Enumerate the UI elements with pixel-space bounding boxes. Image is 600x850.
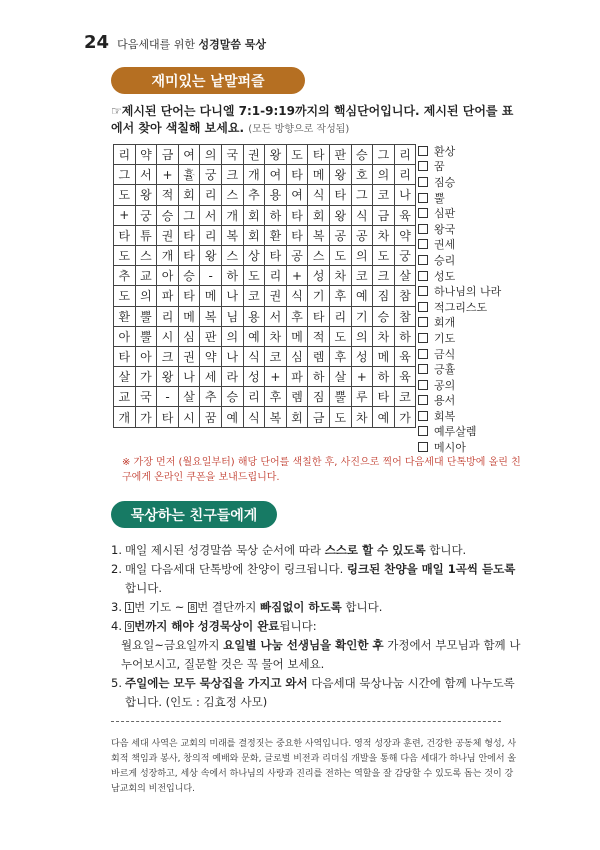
grid-cell[interactable]: 타 xyxy=(265,245,287,265)
grid-cell[interactable]: 도 xyxy=(114,185,136,205)
checkbox-icon[interactable] xyxy=(418,271,428,281)
grid-cell[interactable]: 리 xyxy=(243,387,265,407)
word-label: 기도 xyxy=(434,331,456,345)
grid-cell[interactable]: 후 xyxy=(265,387,287,407)
checkbox-icon[interactable] xyxy=(418,411,428,421)
grid-cell[interactable]: 리 xyxy=(394,165,416,185)
grid-cell[interactable]: 그 xyxy=(373,145,395,165)
grid-cell[interactable]: - xyxy=(157,387,179,407)
checkbox-icon[interactable] xyxy=(418,177,428,187)
instruction-note: (모든 방향으로 작성됨) xyxy=(248,124,350,135)
grid-cell[interactable]: 시 xyxy=(157,326,179,346)
grid-cell[interactable]: 타 xyxy=(178,245,200,265)
grid-cell[interactable]: 리 xyxy=(394,145,416,165)
grid-cell[interactable]: 리 xyxy=(329,306,351,326)
grid-cell[interactable]: 타 xyxy=(308,306,330,326)
grid-cell[interactable]: + xyxy=(157,165,179,185)
word-label: 적그리스도 xyxy=(434,300,488,314)
checkbox-icon[interactable] xyxy=(418,161,428,171)
grid-cell[interactable]: 타 xyxy=(286,225,308,245)
word-label: 꿈 xyxy=(434,160,445,174)
checkbox-icon[interactable] xyxy=(418,208,428,218)
grid-cell[interactable]: 아 xyxy=(114,326,136,346)
checkbox-icon[interactable] xyxy=(418,442,428,452)
word-item[interactable] xyxy=(418,221,538,237)
grid-row xyxy=(114,407,416,427)
grid-cell[interactable]: 참 xyxy=(394,286,416,306)
grid-cell[interactable]: 성 xyxy=(351,346,373,366)
grid-cell[interactable]: 개 xyxy=(114,407,136,427)
grid-cell[interactable]: 휼 xyxy=(178,165,200,185)
grid-cell[interactable]: 교 xyxy=(114,387,136,407)
word-item[interactable] xyxy=(418,439,538,455)
checkbox-icon[interactable] xyxy=(418,380,428,390)
grid-cell[interactable]: 궁 xyxy=(394,245,416,265)
divider xyxy=(111,721,501,722)
grid-cell[interactable]: 나 xyxy=(178,367,200,387)
grid-cell[interactable]: 의 xyxy=(221,326,243,346)
number-box: 9 xyxy=(127,622,133,631)
grid-cell[interactable]: 복 xyxy=(308,225,330,245)
grid-cell[interactable]: 코 xyxy=(265,346,287,366)
grid-cell[interactable]: 식 xyxy=(243,407,265,427)
number-box: 1 xyxy=(127,603,133,612)
grid-cell[interactable]: 나 xyxy=(221,346,243,366)
grid-cell[interactable]: 추 xyxy=(114,266,136,286)
grid-cell[interactable]: 살 xyxy=(114,367,136,387)
grid-cell[interactable]: 크 xyxy=(221,165,243,185)
grid-cell[interactable]: 참 xyxy=(394,306,416,326)
grid-cell[interactable]: + xyxy=(265,367,287,387)
grid-cell[interactable]: 공 xyxy=(286,245,308,265)
grid-cell[interactable]: 왕 xyxy=(157,367,179,387)
grid-cell[interactable]: 왕 xyxy=(265,145,287,165)
word-item[interactable] xyxy=(418,393,538,409)
grid-cell[interactable]: 살 xyxy=(178,387,200,407)
grid-cell[interactable]: 리 xyxy=(157,306,179,326)
grid-row xyxy=(114,245,416,265)
grid-cell[interactable]: 왕 xyxy=(135,185,157,205)
grid-cell[interactable]: 권 xyxy=(265,286,287,306)
checkbox-icon[interactable] xyxy=(418,302,428,312)
grid-cell[interactable]: 하 xyxy=(373,367,395,387)
grid-cell[interactable]: + xyxy=(114,205,136,225)
grid-cell[interactable]: 리 xyxy=(265,266,287,286)
grid-cell[interactable]: 아 xyxy=(157,266,179,286)
grid-cell[interactable]: 서 xyxy=(135,165,157,185)
grid-cell[interactable]: 서 xyxy=(265,306,287,326)
word-puzzle-grid[interactable] xyxy=(113,144,416,428)
grid-cell[interactable]: 파 xyxy=(157,286,179,306)
grid-cell[interactable]: 식 xyxy=(243,346,265,366)
grid-row xyxy=(114,387,416,407)
grid-cell[interactable]: 권 xyxy=(243,145,265,165)
header-prefix: 다음세대를 위한 xyxy=(117,38,195,51)
grid-cell[interactable]: 루 xyxy=(351,387,373,407)
checkbox-icon[interactable] xyxy=(418,224,428,234)
grid-cell[interactable]: 그 xyxy=(114,165,136,185)
grid-cell[interactable]: 심 xyxy=(286,346,308,366)
grid-row xyxy=(114,145,416,165)
grid-cell[interactable]: 추 xyxy=(200,387,222,407)
page-header xyxy=(84,32,266,53)
grid-cell[interactable]: 금 xyxy=(373,205,395,225)
step-5: 5. 주일에는 모두 묵상집을 가지고 와서 다음세대 묵상나눔 시간에 함께 나누도록 합니다. (인도 : 김효정 사모) xyxy=(111,676,515,709)
checkbox-icon[interactable] xyxy=(418,193,428,203)
grid-cell[interactable]: 육 xyxy=(394,346,416,366)
word-label: 메시아 xyxy=(434,441,466,455)
grid-cell[interactable]: 회 xyxy=(243,225,265,245)
word-item[interactable] xyxy=(418,299,538,315)
grid-cell[interactable]: 코 xyxy=(351,266,373,286)
grid-cell[interactable]: 승 xyxy=(221,387,243,407)
checkbox-icon[interactable] xyxy=(418,426,428,436)
grid-cell[interactable]: 도 xyxy=(286,145,308,165)
grid-cell[interactable]: 육 xyxy=(394,205,416,225)
puzzle-section-title: 재미있는 낱말퍼즐 xyxy=(111,67,305,94)
grid-cell[interactable]: 궁 xyxy=(135,205,157,225)
grid-cell[interactable]: - xyxy=(200,266,222,286)
word-item[interactable] xyxy=(418,143,538,159)
grid-cell[interactable]: 복 xyxy=(265,407,287,427)
grid-row xyxy=(114,266,416,286)
grid-cell[interactable]: 용 xyxy=(265,185,287,205)
grid-cell[interactable]: 여 xyxy=(286,185,308,205)
grid-cell[interactable]: 타 xyxy=(178,286,200,306)
checkbox-icon[interactable] xyxy=(418,317,428,327)
grid-cell[interactable]: 리 xyxy=(200,185,222,205)
grid-cell[interactable]: 코 xyxy=(394,387,416,407)
grid-cell[interactable]: 타 xyxy=(308,145,330,165)
grid-cell[interactable]: 도 xyxy=(114,245,136,265)
header-title: 성경말씀 묵상 xyxy=(198,38,267,51)
grid-cell[interactable]: 살 xyxy=(394,266,416,286)
grid-cell[interactable]: 짐 xyxy=(373,286,395,306)
word-item[interactable] xyxy=(418,377,538,393)
grid-cell[interactable]: + xyxy=(351,367,373,387)
grid-cell[interactable]: 회 xyxy=(308,205,330,225)
word-label: 긍휼 xyxy=(434,363,456,377)
grid-cell[interactable]: 하 xyxy=(394,326,416,346)
word-item[interactable] xyxy=(418,190,538,206)
word-label: 공의 xyxy=(434,378,456,392)
grid-row xyxy=(114,346,416,366)
grid-row xyxy=(114,185,416,205)
page-number: 24 xyxy=(84,32,110,53)
grid-cell[interactable]: 국 xyxy=(135,387,157,407)
grid-cell[interactable]: 예 xyxy=(243,326,265,346)
word-label: 뿔 xyxy=(434,191,445,205)
instruction-text: 제시된 단어는 다니엘 7:1-9:19까지의 핵심단어입니다. 제시된 단어를 표에서 찾아 색칠해 보세요. xyxy=(111,104,514,135)
grid-row xyxy=(114,326,416,346)
grid-cell[interactable]: 의 xyxy=(351,245,373,265)
grid-cell[interactable]: 용 xyxy=(243,306,265,326)
grid-cell[interactable]: 도 xyxy=(243,266,265,286)
grid-cell[interactable]: 꿈 xyxy=(200,407,222,427)
checkbox-icon[interactable] xyxy=(418,239,428,249)
grid-cell[interactable]: 리 xyxy=(200,225,222,245)
grid-cell[interactable]: 호 xyxy=(351,165,373,185)
word-item[interactable] xyxy=(418,408,538,424)
grid-cell[interactable]: 하 xyxy=(265,205,287,225)
grid-cell[interactable]: 공 xyxy=(329,225,351,245)
grid-cell[interactable]: 승 xyxy=(178,266,200,286)
grid-cell[interactable]: 금 xyxy=(157,145,179,165)
grid-cell[interactable]: 의 xyxy=(200,145,222,165)
grid-cell[interactable]: 왕 xyxy=(200,245,222,265)
step-4-detail: 월요일~금요일까지 요일별 나눔 선생님을 확인한 후 가정에서 부모님과 함께 나누어보시고, 질문할 것은 꼭 물어 보세요. xyxy=(121,638,521,671)
grid-cell[interactable]: 후 xyxy=(329,286,351,306)
grid-cell[interactable]: 님 xyxy=(221,306,243,326)
word-item[interactable] xyxy=(418,424,538,440)
grid-cell[interactable]: 여 xyxy=(178,145,200,165)
vision-statement: 다음 세대 사역은 교회의 미래를 결정짓는 중요한 사역입니다. 영적 성장과 훈련, 건강한 공동체 형성, 사회적 책임과 봉사, 창의적 예배와 문화, 글로벌 비전과 리더십 개발을 통해 다음 세대가 하나님 안에서 올바르게 성장하고, 세상 속에서 하나님의 사랑과 진리를 전하는 역할을 잘 감당할 수 있도록 돕는 것이 강남교회의 비전입니다. xyxy=(111,739,517,794)
grid-cell[interactable]: 메 xyxy=(373,346,395,366)
grid-cell[interactable]: 후 xyxy=(329,346,351,366)
grid-cell[interactable]: 의 xyxy=(373,165,395,185)
grid-cell[interactable]: 환 xyxy=(265,225,287,245)
grid-cell[interactable]: 적 xyxy=(157,185,179,205)
grid-cell[interactable]: 심 xyxy=(178,326,200,346)
grid-cell[interactable]: 스 xyxy=(221,185,243,205)
grid-cell[interactable]: 약 xyxy=(200,346,222,366)
grid-cell[interactable]: 환 xyxy=(114,306,136,326)
grid-cell[interactable]: 타 xyxy=(114,346,136,366)
word-item[interactable] xyxy=(418,252,538,268)
grid-cell[interactable]: 스 xyxy=(221,245,243,265)
grid-cell[interactable]: 승 xyxy=(373,306,395,326)
hand-point-icon: ☞ xyxy=(111,104,122,118)
grid-cell[interactable]: 타 xyxy=(178,225,200,245)
checkbox-icon[interactable] xyxy=(418,255,428,265)
grid-cell[interactable]: 메 xyxy=(286,326,308,346)
grid-cell[interactable]: 회 xyxy=(178,185,200,205)
grid-cell[interactable]: 타 xyxy=(114,225,136,245)
grid-cell[interactable]: 세 xyxy=(200,367,222,387)
grid-cell[interactable]: 차 xyxy=(373,326,395,346)
grid-cell[interactable]: 코 xyxy=(243,286,265,306)
grid-row xyxy=(114,367,416,387)
grid-cell[interactable]: 예 xyxy=(373,407,395,427)
grid-cell[interactable]: 하 xyxy=(221,266,243,286)
grid-row xyxy=(114,286,416,306)
word-item[interactable] xyxy=(418,346,538,362)
grid-cell[interactable]: 그 xyxy=(351,185,373,205)
grid-cell[interactable]: 크 xyxy=(157,346,179,366)
grid-cell[interactable]: 나 xyxy=(221,286,243,306)
word-item[interactable] xyxy=(418,205,538,221)
grid-cell[interactable]: 식 xyxy=(308,185,330,205)
checkbox-icon[interactable] xyxy=(418,333,428,343)
grid-cell[interactable]: 리 xyxy=(114,145,136,165)
grid-cell[interactable]: 스 xyxy=(308,245,330,265)
number-box: 8 xyxy=(190,603,196,612)
grid-cell[interactable]: 예 xyxy=(351,286,373,306)
grid-cell[interactable]: 개 xyxy=(157,245,179,265)
checkbox-icon[interactable] xyxy=(418,395,428,405)
grid-cell[interactable]: 렘 xyxy=(286,387,308,407)
grid-cell[interactable]: 뿔 xyxy=(329,387,351,407)
word-checklist xyxy=(418,143,538,455)
grid-cell[interactable]: 금 xyxy=(308,407,330,427)
word-label: 왕국 xyxy=(434,222,456,236)
grid-cell[interactable]: 기 xyxy=(351,306,373,326)
coupon-notice: ※ 가장 먼저 (월요일부터) 해당 단어를 색칠한 후, 사진으로 찍어 다음세대 단톡방에 올린 친구에게 온라인 쿠폰을 보내드립니다. xyxy=(122,457,521,483)
grid-cell[interactable]: 약 xyxy=(394,225,416,245)
grid-cell[interactable]: 가 xyxy=(135,367,157,387)
grid-cell[interactable]: 도 xyxy=(329,326,351,346)
grid-row xyxy=(114,225,416,245)
word-item[interactable] xyxy=(418,159,538,175)
word-label: 회개 xyxy=(434,316,456,330)
grid-cell[interactable]: 예 xyxy=(221,407,243,427)
grid-cell[interactable]: 살 xyxy=(329,367,351,387)
grid-cell[interactable]: 후 xyxy=(286,306,308,326)
grid-cell[interactable]: 스 xyxy=(135,245,157,265)
grid-cell[interactable]: 차 xyxy=(373,225,395,245)
step-2: 2. 매일 다음세대 단톡방에 찬양이 링크됩니다. 링크된 찬양을 매일 1곡씩 듣도록 합니다. xyxy=(111,562,516,595)
word-label: 하나님의 나라 xyxy=(434,285,502,299)
grid-cell[interactable]: 파 xyxy=(286,367,308,387)
grid-cell[interactable]: 차 xyxy=(265,326,287,346)
grid-cell[interactable]: 타 xyxy=(329,185,351,205)
grid-cell[interactable]: 의 xyxy=(135,286,157,306)
grid-cell[interactable]: 육 xyxy=(394,367,416,387)
word-item[interactable] xyxy=(418,237,538,253)
grid-cell[interactable]: 라 xyxy=(221,367,243,387)
grid-cell[interactable]: 차 xyxy=(329,266,351,286)
grid-cell[interactable]: 뿔 xyxy=(135,326,157,346)
grid-cell[interactable]: 성 xyxy=(308,266,330,286)
grid-cell[interactable]: 메 xyxy=(200,286,222,306)
grid-cell[interactable]: 도 xyxy=(329,245,351,265)
word-item[interactable] xyxy=(418,361,538,377)
step-1: 1. 매일 제시된 성경말씀 묵상 순서에 따라 스스로 할 수 있도록 합니다. xyxy=(111,543,467,557)
checkbox-icon[interactable] xyxy=(418,364,428,374)
meditation-section-title: 묵상하는 친구들에게 xyxy=(111,501,277,528)
word-label: 환상 xyxy=(434,144,456,158)
grid-cell[interactable]: 서 xyxy=(200,205,222,225)
grid-cell[interactable]: 적 xyxy=(308,326,330,346)
grid-cell[interactable]: 국 xyxy=(221,145,243,165)
step-4: 4. 9 번까지 해야 성경묵상이 완료됩니다: xyxy=(111,619,317,633)
grid-cell[interactable]: 개 xyxy=(221,205,243,225)
grid-cell[interactable]: 식 xyxy=(351,205,373,225)
grid-cell[interactable]: 튜 xyxy=(135,225,157,245)
grid-cell[interactable]: 도 xyxy=(114,286,136,306)
grid-cell[interactable]: 타 xyxy=(286,165,308,185)
word-label: 용서 xyxy=(434,394,456,408)
grid-cell[interactable]: 식 xyxy=(286,286,308,306)
grid-cell[interactable]: 기 xyxy=(308,286,330,306)
grid-cell[interactable]: 약 xyxy=(135,145,157,165)
grid-cell[interactable]: 크 xyxy=(373,266,395,286)
grid-cell[interactable]: 의 xyxy=(351,326,373,346)
word-label: 예루살렘 xyxy=(434,425,477,439)
grid-cell[interactable]: 메 xyxy=(308,165,330,185)
checkbox-icon[interactable] xyxy=(418,146,428,156)
checkbox-icon[interactable] xyxy=(418,349,428,359)
grid-cell[interactable]: 짐 xyxy=(308,387,330,407)
grid-cell[interactable]: 복 xyxy=(200,306,222,326)
grid-row xyxy=(114,165,416,185)
grid-cell[interactable]: 판 xyxy=(200,326,222,346)
grid-cell[interactable]: 타 xyxy=(157,407,179,427)
grid-row xyxy=(114,205,416,225)
grid-cell[interactable]: 코 xyxy=(373,185,395,205)
grid-cell[interactable]: 왕 xyxy=(329,165,351,185)
grid-cell[interactable]: 회 xyxy=(243,205,265,225)
grid-cell[interactable]: 가 xyxy=(394,407,416,427)
meditation-steps xyxy=(111,541,521,712)
grid-cell[interactable]: 복 xyxy=(221,225,243,245)
grid-cell[interactable]: 궁 xyxy=(200,165,222,185)
grid-cell[interactable]: 승 xyxy=(157,205,179,225)
grid-cell[interactable]: 상 xyxy=(243,245,265,265)
grid-cell[interactable]: 시 xyxy=(178,407,200,427)
grid-cell[interactable]: 추 xyxy=(243,185,265,205)
word-item[interactable] xyxy=(418,330,538,346)
word-item[interactable] xyxy=(418,283,538,299)
grid-cell[interactable]: 그 xyxy=(178,205,200,225)
word-label: 회복 xyxy=(434,409,456,423)
grid-cell[interactable]: 회 xyxy=(286,407,308,427)
grid-cell[interactable]: 아 xyxy=(135,346,157,366)
grid-cell[interactable]: 렘 xyxy=(308,346,330,366)
grid-cell[interactable]: 개 xyxy=(243,165,265,185)
grid-cell[interactable]: 메 xyxy=(178,306,200,326)
word-label: 승리 xyxy=(434,253,456,267)
grid-cell[interactable]: + xyxy=(286,266,308,286)
grid-cell[interactable]: 교 xyxy=(135,266,157,286)
word-item[interactable] xyxy=(418,315,538,331)
grid-cell[interactable]: 도 xyxy=(329,407,351,427)
checkbox-icon[interactable] xyxy=(418,286,428,296)
header-text xyxy=(117,36,266,52)
puzzle-instruction xyxy=(111,103,521,138)
grid-cell[interactable]: 판 xyxy=(329,145,351,165)
grid-cell[interactable]: 권 xyxy=(178,346,200,366)
grid-cell[interactable]: 공 xyxy=(351,225,373,245)
grid-row xyxy=(114,306,416,326)
word-item[interactable] xyxy=(418,174,538,190)
grid-cell[interactable]: 여 xyxy=(265,165,287,185)
word-item[interactable] xyxy=(418,268,538,284)
grid-cell[interactable]: 뿔 xyxy=(135,306,157,326)
step-3: 3. 1 번 기도 ~ 8 번 결단까지 빠짐없이 하도록 합니다. xyxy=(111,600,383,614)
grid-cell[interactable]: 타 xyxy=(373,387,395,407)
grid-cell[interactable]: 차 xyxy=(351,407,373,427)
grid-cell[interactable]: 승 xyxy=(351,145,373,165)
word-label: 금식 xyxy=(434,347,456,361)
grid-cell[interactable]: 권 xyxy=(157,225,179,245)
grid-cell[interactable]: 성 xyxy=(243,367,265,387)
word-label: 짐승 xyxy=(434,175,456,189)
grid-cell[interactable]: 나 xyxy=(394,185,416,205)
grid-cell[interactable]: 타 xyxy=(286,205,308,225)
word-label: 성도 xyxy=(434,269,456,283)
word-label: 권세 xyxy=(434,238,456,252)
grid-cell[interactable]: 하 xyxy=(308,367,330,387)
word-label: 심판 xyxy=(434,207,456,221)
grid-cell[interactable]: 가 xyxy=(135,407,157,427)
grid-cell[interactable]: 도 xyxy=(373,245,395,265)
grid-cell[interactable]: 왕 xyxy=(329,205,351,225)
